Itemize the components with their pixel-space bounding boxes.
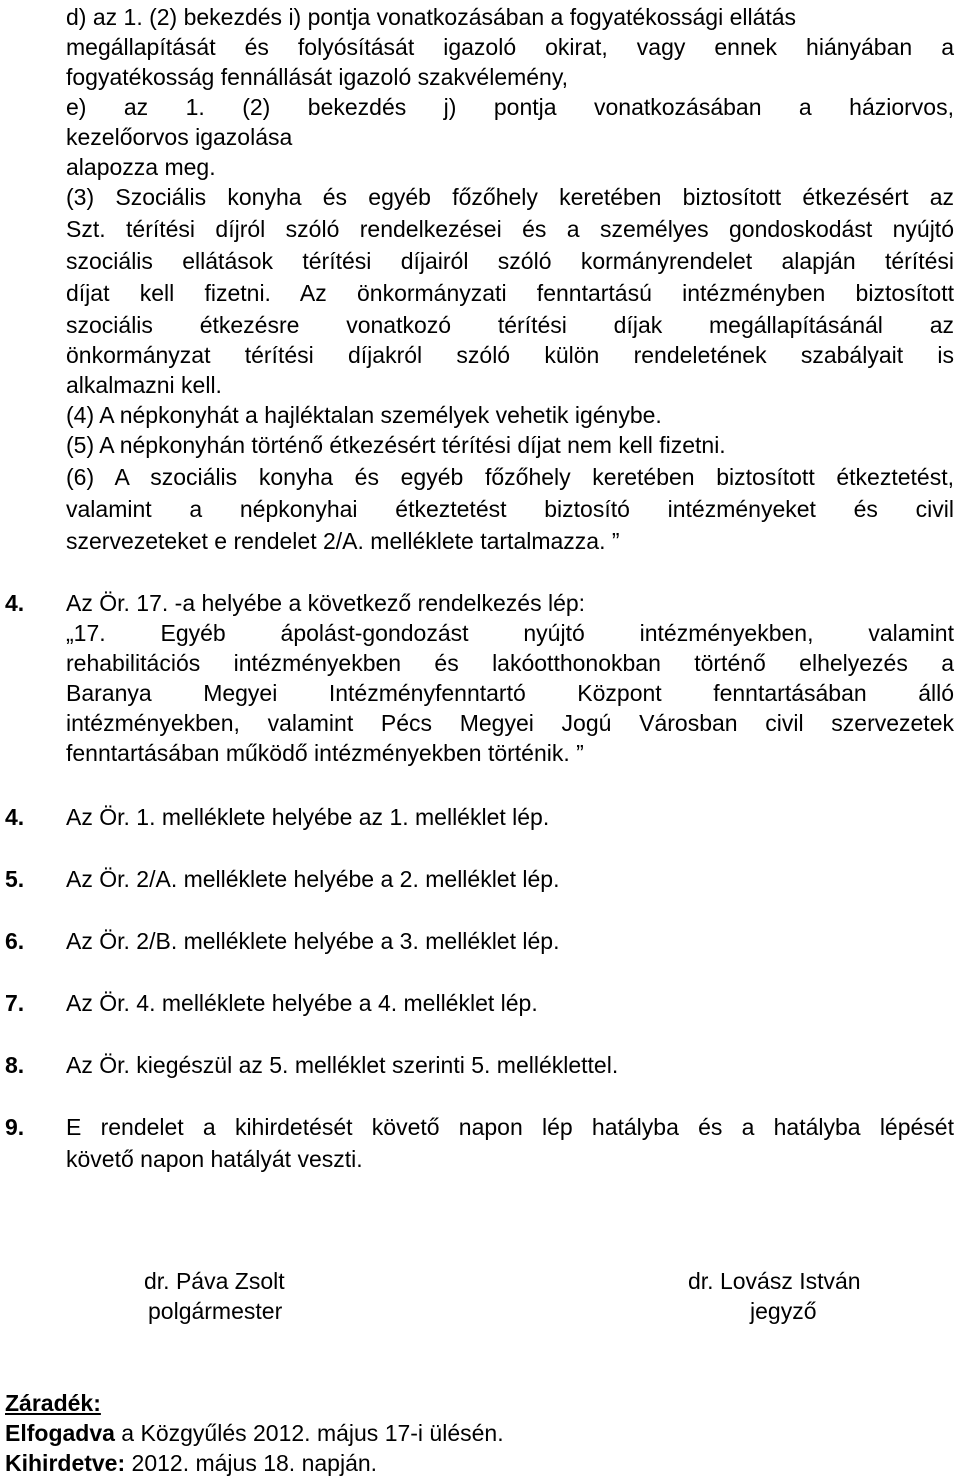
para-3-line-2: Szt. térítési díjról szóló rendelkezései és a személyes gondoskodást nyújtó <box>66 216 954 242</box>
item-number: 9. <box>5 1114 25 1140</box>
effective-line-1: E rendelet a kihirdetését követő napon lép hatályba és a hatályba lépését <box>66 1114 954 1140</box>
published-label: Kihirdetve: <box>5 1450 126 1476</box>
adopted-text: a Közgyűlés 2012. május 17-i ülésén. <box>114 1420 504 1446</box>
notary-name: dr. Lovász István <box>688 1268 861 1294</box>
para-3-line-4: díjat kell fizetni. Az önkormányzati fenntartású intézményben biztosított <box>66 280 954 306</box>
section-17-line-5: fenntartásában működő intézményekben történik. ” <box>66 740 584 766</box>
mayor-name: dr. Páva Zsolt <box>144 1268 285 1294</box>
item-number: 5. <box>5 866 25 892</box>
effective-line-2: követő napon hatályát veszti. <box>66 1146 363 1172</box>
para-3-line-7: alkalmazni kell. <box>66 372 222 398</box>
item-text: Az Ör. 2/A. melléklete helyébe a 2. melléklet lép. <box>66 866 560 892</box>
section-heading: Az Ör. 17. -a helyébe a következő rendelkezés lép: <box>66 590 586 616</box>
item-text: Az Ör. 2/B. melléklete helyébe a 3. melléklet lép. <box>66 928 560 954</box>
mayor-title: polgármester <box>148 1298 283 1324</box>
clause-heading: Záradék: <box>5 1390 101 1416</box>
para-4: (4) A népkonyhát a hajléktalan személyek vehetik igénybe. <box>66 402 662 428</box>
para-3-line-3: szociális ellátások térítési díjairól szóló kormányrendelet alapján térítési <box>66 248 954 274</box>
clause-published <box>5 1448 377 1478</box>
notary-title: jegyző <box>750 1298 817 1324</box>
para-3-line-6: önkormányzat térítési díjakról szóló külön rendeletének szabályait is <box>66 342 954 368</box>
item-e-line-2: kezelőorvos igazolása <box>66 124 293 150</box>
section-17-line-1: „17. Egyéb ápolást-gondozást nyújtó intézményekben, valamint <box>66 620 954 646</box>
item-text: Az Ör. 1. melléklete helyébe az 1. melléklet lép. <box>66 804 550 830</box>
item-text: Az Ör. kiegészül az 5. melléklet szerinti 5. melléklettel. <box>66 1052 619 1078</box>
item-number: 6. <box>5 928 25 954</box>
section-17-line-4: intézményekben, valamint Pécs Megyei Jogú Városban civil szervezetek <box>66 710 954 736</box>
item-number: 8. <box>5 1052 25 1078</box>
section-17-line-3: Baranya Megyei Intézményfenntartó Központ fenntartásában álló <box>66 680 954 706</box>
item-text: Az Ör. 4. melléklete helyébe a 4. melléklet lép. <box>66 990 538 1016</box>
item-e-line-3: alapozza meg. <box>66 154 216 180</box>
para-5: (5) A népkonyhán történő étkezésért térítési díjat nem kell fizetni. <box>66 432 726 458</box>
item-number: 7. <box>5 990 25 1016</box>
item-d-line-3: fogyatékosság fennállását igazoló szakvélemény, <box>66 64 569 90</box>
para-3-line-1: (3) Szociális konyha és egyéb főzőhely keretében biztosított étkezésért az <box>66 184 954 210</box>
item-d-line-1: d) az 1. (2) bekezdés i) pontja vonatkozásában a fogyatékossági ellátás <box>66 4 797 30</box>
para-6-line-3: szervezeteket e rendelet 2/A. melléklete tartalmazza. ” <box>66 528 620 554</box>
section-17-line-2: rehabilitációs intézményekben és lakóotthonokban történő elhelyezés a <box>66 650 954 676</box>
para-6-line-2: valamint a népkonyhai étkeztetést biztosító intézményeket és civil <box>66 496 954 522</box>
section-number: 4. <box>5 590 25 616</box>
para-3-line-5: szociális étkezésre vonatkozó térítési díjak megállapításánál az <box>66 312 954 338</box>
item-e-line-1: e) az 1. (2) bekezdés j) pontja vonatkozásában a háziorvos, <box>66 94 954 120</box>
item-d-line-2: megállapítását és folyósítását igazoló okirat, vagy ennek hiányában a <box>66 34 954 60</box>
para-6-line-1: (6) A szociális konyha és egyéb főzőhely keretében biztosított étkeztetést, <box>66 464 954 490</box>
published-text: 2012. május 18. napján. <box>125 1450 378 1476</box>
adopted-label: Elfogadva <box>5 1420 115 1446</box>
clause-adopted <box>5 1418 504 1448</box>
item-number: 4. <box>5 804 25 830</box>
